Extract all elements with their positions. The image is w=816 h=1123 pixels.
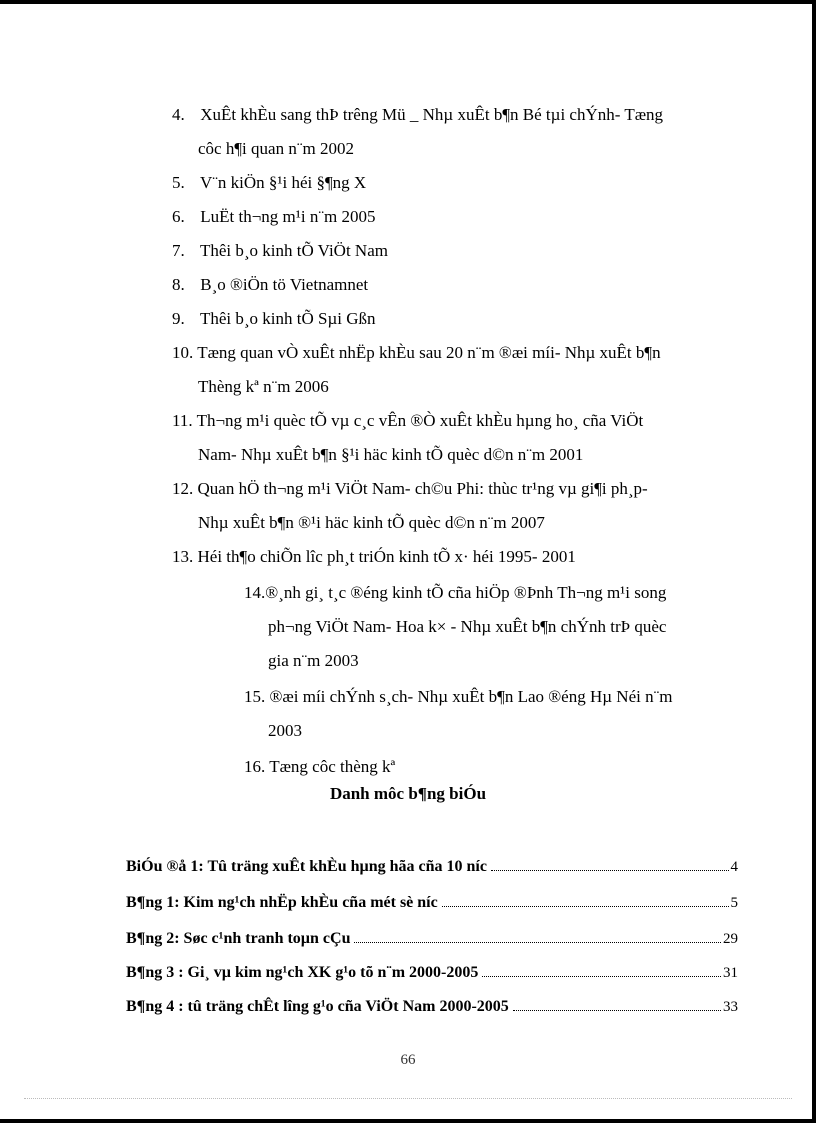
page-number: 66 [400, 1052, 416, 1068]
reference-number: 12. [172, 479, 194, 498]
reference-number: 13. [172, 547, 194, 566]
reference-text: Thêi b¸o kinh tÕ ViÖt Nam [199, 241, 388, 260]
toc-entry-page: 31 [723, 965, 738, 981]
reference-continuation [198, 438, 583, 472]
reference-number: 16. [244, 757, 266, 776]
reference-continuation [268, 714, 302, 748]
reference-number: 11. [172, 411, 193, 430]
reference-text: Tæng quan vÒ xuÊt nhËp khÈu sau 20 n¨m ®æi míi- Nhµ xuÊt b¶n [197, 343, 661, 362]
reference-text: Th¬ng m¹i quèc tÕ vµ c¸c vÊn ®Ò xuÊt khÈu hµng ho¸ cña ViÖt [196, 411, 644, 430]
toc-entry-label: BiÓu ®å 1: Tû träng xuÊt khÈu hµng hãa cña 10 níc [126, 858, 487, 875]
toc-leader [354, 941, 721, 943]
reference-continuation [198, 132, 354, 166]
toc-entry[interactable] [126, 890, 738, 912]
reference-text: 2003 [268, 721, 302, 740]
reference-item [172, 200, 375, 234]
toc-entry[interactable] [126, 994, 738, 1016]
reference-number: 5. [172, 173, 185, 192]
toc-entry-label: B¶ng 2: Søc c¹nh tranh toµn cÇu [126, 930, 351, 947]
toc-entry-label: B¶ng 1: Kim ng¹ch nhËp khÈu cña mét sè níc [126, 894, 438, 911]
reference-text: Thèng kª n¨m 2006 [198, 377, 329, 396]
toc-entry-label: B¶ng 4 : tû träng chÊt lîng g¹o cña ViÖt Nam 2000-2005 [126, 998, 509, 1015]
reference-number: 6. [172, 207, 185, 226]
toc-entry[interactable] [126, 960, 738, 982]
reference-text: ®¸nh gi¸ t¸c ®éng kinh tÕ cña hiÖp ®Þnh Th¬ng m¹i song [265, 583, 667, 602]
toc-entry[interactable] [126, 854, 738, 876]
toc-leader [482, 975, 721, 977]
reference-text: Nam- Nhµ xuÊt b¶n §¹i häc kinh tÕ quèc d©n n¨m 2001 [198, 445, 584, 464]
page-border-top [0, 0, 816, 4]
reference-item [172, 234, 388, 268]
reference-number: 4. [172, 105, 185, 124]
reference-text: XuÊt khÈu sang thÞ trêng Mü _ Nhµ xuÊt b¶n Bé tµi chÝnh- Tæng [200, 105, 664, 124]
toc-leader [513, 1009, 721, 1011]
reference-text: ®æi míi chÝnh s¸ch- Nhµ xuÊt b¶n Lao ®éng Hµ Néi n¨m [269, 687, 673, 706]
reference-item [244, 680, 672, 714]
reference-continuation [198, 506, 545, 540]
reference-continuation [198, 370, 329, 404]
reference-item [172, 166, 366, 200]
reference-item [244, 576, 666, 610]
toc-leader [491, 869, 729, 871]
toc-entry-page: 4 [730, 859, 738, 875]
reference-text: gia n¨m 2003 [268, 651, 359, 670]
page-border-bottom [0, 1119, 816, 1123]
reference-item [172, 268, 368, 302]
reference-text: côc h¶i quan n¨m 2002 [198, 139, 354, 158]
reference-number: 14. [244, 583, 266, 602]
section-heading: Danh môc b¶ng biÓu [329, 784, 487, 803]
reference-item [172, 336, 661, 370]
reference-continuation [268, 610, 666, 644]
reference-item [172, 472, 648, 506]
reference-item [172, 98, 663, 132]
reference-item [244, 750, 395, 784]
reference-text: Quan hÖ th¬ng m¹i ViÖt Nam- ch©u Phi: thùc tr¹ng vµ gi¶i ph¸p- [197, 479, 648, 498]
reference-number: 15. [244, 687, 266, 706]
reference-number: 8. [172, 275, 185, 294]
reference-text: Nhµ xuÊt b¶n ®¹i häc kinh tÕ quèc d©n n¨m 2007 [198, 513, 545, 532]
footer-divider [24, 1098, 792, 1099]
reference-text: LuËt th¬ng m¹i n¨m 2005 [200, 207, 376, 226]
toc-entry[interactable] [126, 926, 738, 948]
reference-number: 9. [172, 309, 185, 328]
toc-entry-label: B¶ng 3 : Gi¸ vµ kim ng¹ch XK g¹o tõ n¨m 2000-2005 [126, 964, 479, 981]
reference-text: B¸o ®iÖn tö Vietnamnet [200, 275, 369, 294]
toc-leader [442, 905, 729, 907]
reference-text: Héi th¶o chiÕn lîc ph¸t triÓn kinh tÕ x· héi 1995- 2001 [197, 547, 576, 566]
page-border-right [812, 0, 816, 1123]
reference-continuation [268, 644, 359, 678]
toc-entry-page: 29 [723, 931, 738, 947]
toc-entry-page: 5 [730, 895, 738, 911]
reference-number: 10. [172, 343, 194, 362]
reference-number: 7. [172, 241, 185, 260]
reference-text: ph¬ng ViÖt Nam- Hoa k× - Nhµ xuÊt b¶n chÝnh trÞ quèc [268, 617, 667, 636]
reference-item [172, 302, 376, 336]
reference-text: V¨n kiÖn §¹i héi §¶ng X [199, 173, 367, 192]
reference-text: Thêi b¸o kinh tÕ Sµi Gßn [199, 309, 376, 328]
reference-item [172, 540, 576, 574]
reference-text: Tæng côc thèng kª [269, 757, 396, 776]
reference-item [172, 404, 643, 438]
toc-entry-page: 33 [723, 999, 738, 1015]
